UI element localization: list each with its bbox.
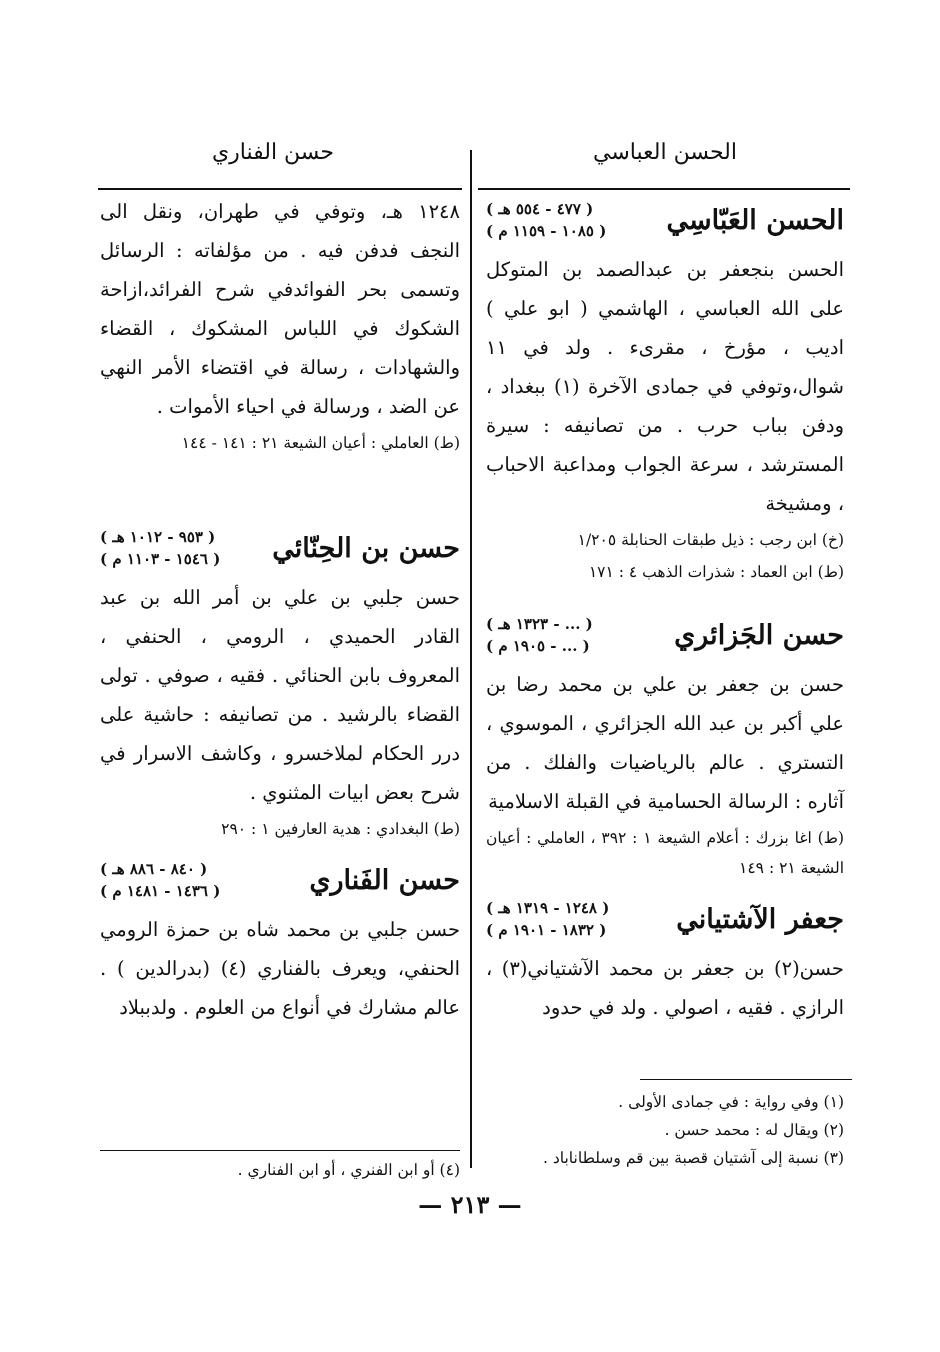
hijri-dates: ( ٨٤٠ - ٨٨٦ هـ )	[100, 860, 208, 878]
continuation-body: ١٢٤٨ هـ، وتوفي في طهران، ونقل الى النجف فدفن فيه . من مؤلفاته : الرسائل وتسمى بحر الفوائدفي شرح الفرائد،ازاحة الشكوك في اللباس المشكوك ، القضاء والشهادات ، رسالة في اقتضاء الأمر النهي عن الضد ، ورسالة في احياء الأموات .	[100, 200, 460, 418]
footnote-rule-left	[100, 1150, 460, 1151]
entry-name: جعفر الآشتياني	[676, 903, 844, 935]
footnote-rule-right	[640, 1079, 852, 1080]
left-column	[100, 192, 460, 1041]
column-divider	[470, 150, 472, 1168]
page-number: — ٢١٣ —	[418, 1190, 522, 1219]
entry-continuation	[100, 192, 460, 458]
entry-name: الحسن العَبّاسِي	[666, 204, 844, 236]
entry-heading	[486, 613, 844, 657]
entry-hasan-hinnai	[100, 526, 460, 844]
entry-name: حسن الفَناري	[309, 864, 460, 896]
gregorian-dates: ( ١٥٤٦ - ١١٠٣ م )	[100, 550, 221, 568]
entry-jafar-ashtiyani	[486, 897, 844, 1027]
entry-hasan-jazairi	[486, 613, 844, 883]
entry-hasan-fanari	[100, 858, 460, 1027]
entry-source: (ط) اغا بزرك : أعلام الشيعة ١ : ٣٩٢ ، العاملي : أعيان الشيعة ٢١ : ١٤٩	[486, 829, 845, 877]
entry-source: (ط) العاملي : أعيان الشيعة ٢١ : ١٤١ - ١٤٤	[181, 434, 460, 452]
hijri-dates: ( ٩٥٣ - ١٠١٢ هـ )	[100, 528, 216, 546]
entry-body: الحسن بنجعفر بن عبدالصمد بن المتوكل على الله العباسي ، الهاشمي ( ابو علي ) اديب ، مؤرخ ، مقرىء . ولد في ١١ شوال،وتوفي في جمادى الآخرة (١) ببغداد ، ودفن بباب حرب . من تصانيفه : سيرة المسترشد ، سرعة الجواب ومداعبة الاحباب ، ومشيخة	[486, 258, 844, 515]
gregorian-dates: ( ... - ١٩٠٥ م )	[486, 637, 590, 655]
hijri-dates: ( ٤٧٧ - ٥٥٤ هـ )	[486, 200, 594, 218]
entry-heading	[486, 198, 844, 242]
gregorian-dates: ( ١٤٣٦ - ١٤٨١ م )	[100, 882, 221, 900]
gregorian-dates: ( ١٨٣٢ - ١٩٠١ م )	[486, 921, 607, 939]
hijri-dates: ( ١٢٤٨ - ١٣١٩ هـ )	[486, 899, 610, 917]
footnote: (١) وفي رواية : في جمادى الأولى .	[618, 1093, 844, 1111]
gregorian-dates: ( ١٠٨٥ - ١١٥٩ م )	[486, 222, 607, 240]
entry-source: (خ) ابن رجب : ذيل طبقات الحنابلة ١/٢٠٥	[577, 531, 844, 549]
entry-dates	[486, 897, 609, 941]
footnotes-left	[100, 1156, 460, 1184]
footnote: (٤) أو ابن الفنري ، أو ابن الفناري .	[237, 1161, 460, 1179]
entry-heading	[100, 858, 460, 902]
footnote: (٢) ويقال له : محمد حسن .	[664, 1121, 844, 1139]
footnote: (٣) نسبة إلى آشتيان قصبة بين قم وسلطاناباد .	[543, 1149, 844, 1167]
right-column	[486, 192, 844, 1041]
entry-body: حسن جلبي بن محمد شاه بن حمزة الرومي الحنفي، ويعرف بالفناري (٤) (بدرالدين ) . عالم مشارك في أنواع من العلوم . ولدببلاد	[100, 918, 461, 1019]
spacer	[100, 472, 460, 520]
entry-name: حسن الجَزائري	[674, 619, 844, 651]
entry-body: حسن جلبي بن علي بن أمر الله بن عبد القادر الحميدي ، الرومي ، الحنفي ، المعروف بابن الحنائي . فقيه ، صوفي . تولى القضاء بالرشيد . من تصانيفه : حاشية على درر الحكام لملاخسرو ، وكاشف الاسرار في شرح بعض ابيات المثنوي .	[100, 586, 460, 804]
entry-name: حسن بن الحِنّائي	[272, 532, 460, 564]
entry-body: حسن(٢) بن جعفر بن محمد الآشتياني(٣) ، الرازي . فقيه ، اصولي . ولد في حدود	[486, 957, 844, 1019]
header-rule-right	[478, 188, 850, 190]
entry-dates	[100, 526, 220, 570]
entry-source: (ط) ابن العماد : شذرات الذهب ٤ : ١٧١	[588, 563, 844, 581]
running-head-right: الحسن العباسي	[593, 140, 737, 165]
entry-heading	[100, 526, 460, 570]
header-rule-left	[98, 188, 462, 190]
entry-heading	[486, 897, 844, 941]
running-head-left: حسن الفناري	[211, 140, 335, 165]
entry-dates	[486, 198, 606, 242]
entry-source: (ط) البغدادي : هدية العارفين ١ : ٢٩٠	[221, 820, 460, 838]
entry-body: حسن بن جعفر بن علي بن محمد رضا بن علي أكبر بن عبد الله الجزائري ، الموسوي ، التستري . عالم بالرياضيات والفلك . من آثاره : الرسالة الحسامية في القبلة الاسلامية	[486, 673, 844, 813]
footnotes-right	[486, 1088, 844, 1172]
entry-dates	[100, 858, 220, 902]
entry-dates	[486, 613, 593, 657]
entry-hasan-abbasi	[486, 198, 844, 587]
hijri-dates: ( ... - ١٣٢٣ هـ )	[486, 615, 593, 633]
